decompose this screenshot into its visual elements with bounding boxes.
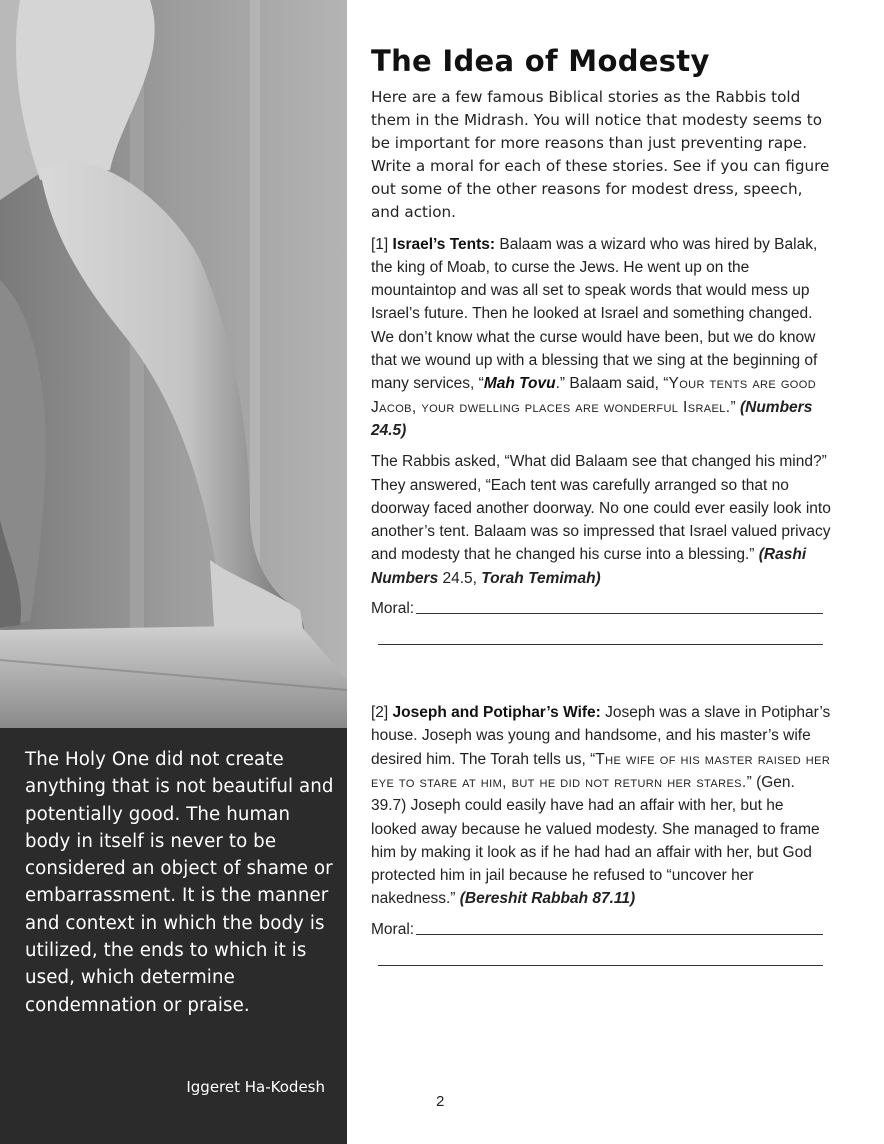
story-text: ” (Gen. 39.7) Joseph could easily have had an affair with her, but he looked away because he valued modesty. She managed to frame him by making it look as if he had had an affair with her, but God protected him in jail because he refused to “uncover her nakedness.” [371,773,820,908]
statue-leg-photo [0,0,347,728]
citation-ref: 24.5, [438,569,482,587]
moral-answer-line[interactable] [416,595,823,614]
citation: (Bereshit Rabbah 87.11) [459,890,636,908]
story-text: The Rabbis asked, “What did Balaam see that changed his mind?” They answered, “Each tent was carefully arranged so that no doorway faced another doorway. No one could ever easily look into another’s tent. Balaam was so impressed that Israel valued privacy and modesty that he changed his curse into a blessing.” [371,453,831,564]
scripture-quote: The wife of his master raised her eye to stare at him, but he did not return her stares. [371,750,831,791]
story-text: Joseph was a slave in Potiphar’s house. Joseph was young and handsome, and his master’s wife desired him. The Torah tells us, “ [371,704,831,768]
moral-label: Moral: [371,920,415,938]
story-2 [371,701,831,911]
citation: Torah Temimah) [481,569,601,587]
story-text: ” [730,398,740,416]
moral-field-2[interactable] [371,915,831,939]
story-number: [1] [371,235,389,253]
main-column [371,44,831,966]
citation: (Numbers 24.5) [371,398,813,439]
sidebar-quote-box [0,728,347,1144]
story-emphasis: Mah Tovu [483,375,556,393]
story-1-rabbis [371,450,831,590]
sidebar-quote: The Holy One did not create anything that is not beautiful and potentially good. The human body in itself is never to be considered an object of shame or embarrassment. It is the manner and context in which the body is utilized, the ends to which it is used, which determine condemnation or praise. [25,749,334,1016]
story-1 [371,233,831,443]
intro-paragraph: Here are a few famous Biblical stories as the Rabbis told them in the Midrash. You will notice that modesty seems to be important for more reasons than just preventing rape. Write a moral for each of these stories. See if you can figure out some of the other reasons for modest dress, speech, and action. [371,88,830,222]
moral-answer-line[interactable] [416,916,823,935]
spacer [371,645,831,693]
sidebar-quote-source: Iggeret Ha-Kodesh [186,1078,325,1096]
left-column [0,0,347,1144]
story-text: .” Balaam said, “ [555,375,669,393]
page-number: 2 [436,1093,445,1110]
story-heading: Joseph and Potiphar’s Wife: [392,704,601,722]
story-heading: Israel’s Tents: [392,235,496,253]
story-number: [2] [371,704,389,722]
scripture-quote: Your tents are good Jacob, your dwelling places are wonderful Israel. [371,375,817,416]
moral-field-1[interactable] [371,594,831,618]
moral-answer-line-extra[interactable] [378,618,823,645]
moral-answer-line-extra[interactable] [378,939,823,966]
page-title: The Idea of Modesty [371,44,710,78]
moral-label: Moral: [371,600,415,618]
story-text: Balaam was a wizard who was hired by Balak, the king of Moab, to curse the Jews. He went up on the mountaintop and was all set to speak words that would mess up Israel’s future. Then he looked at Israel and something changed. We don’t know what the curse would have been, but we do know that we wound up with a blessing that we sing at the beginning of many services, “ [371,235,818,393]
citation: (Rashi Numbers [371,546,807,587]
